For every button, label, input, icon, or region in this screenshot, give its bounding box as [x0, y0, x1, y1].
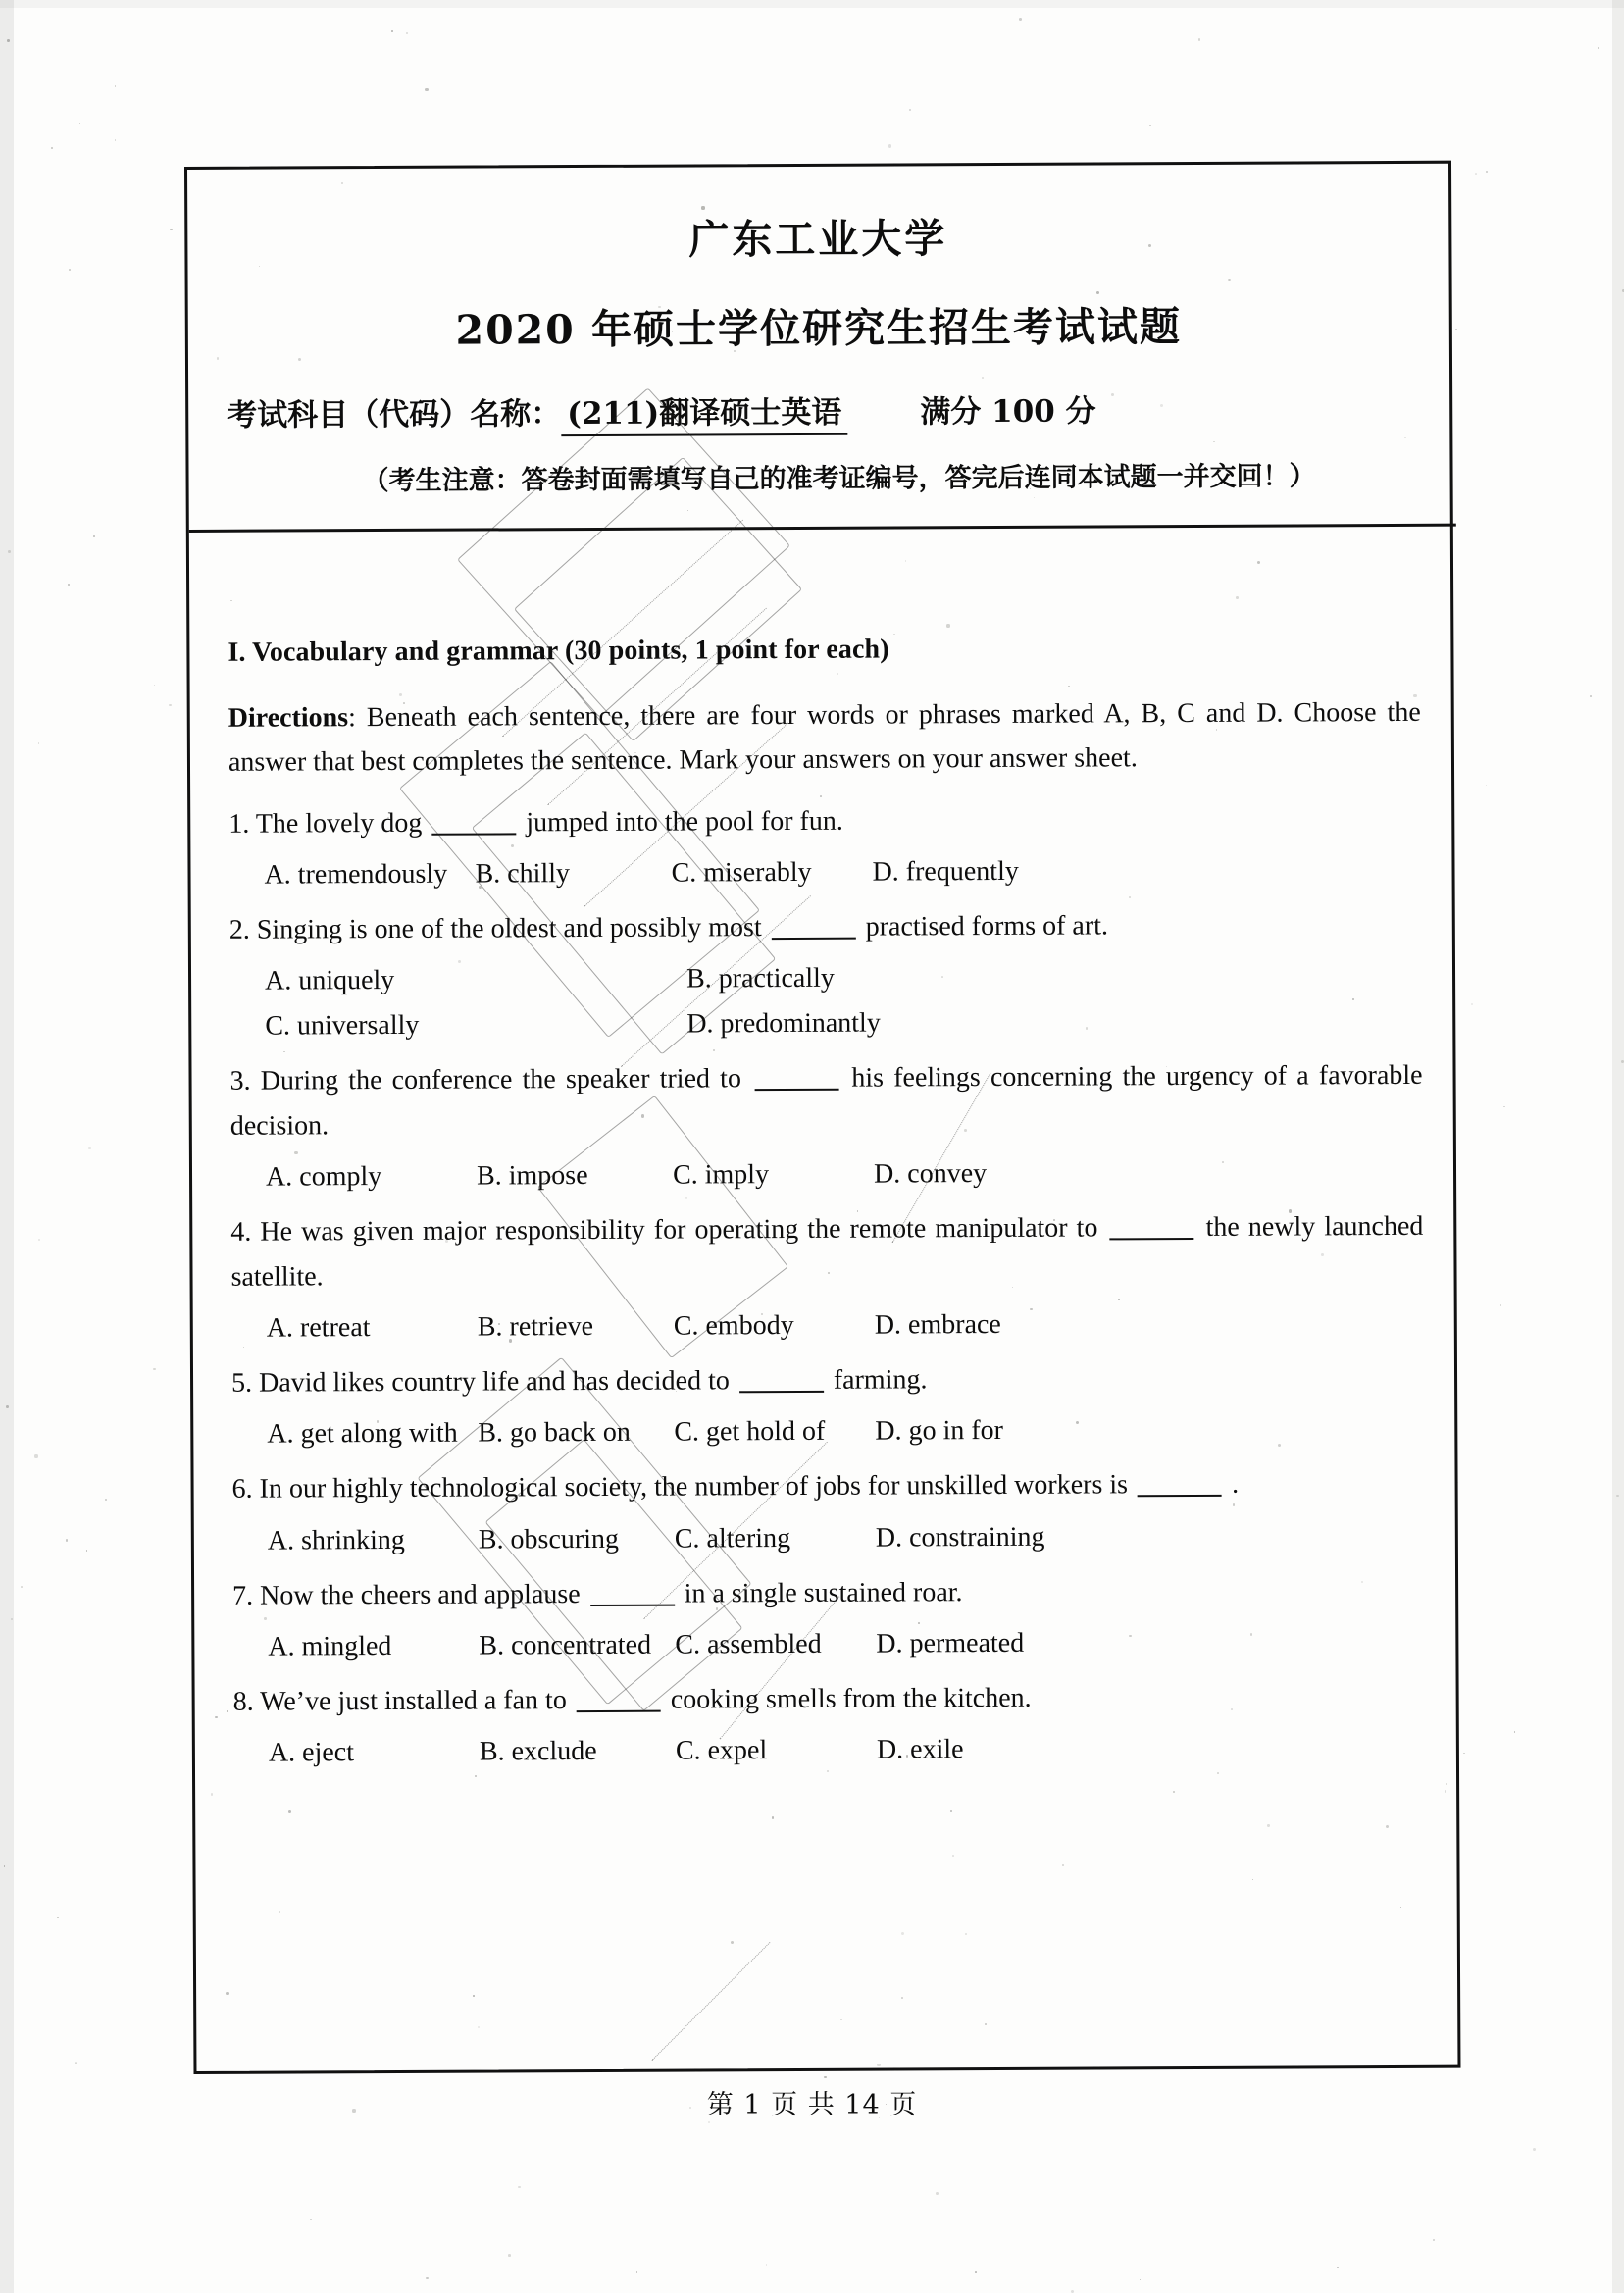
- question-item: [230, 1204, 1424, 1345]
- question-item: [229, 902, 1423, 1043]
- question-stem: [229, 1053, 1422, 1148]
- option-choice[interactable]: D. embrace: [874, 1308, 1001, 1341]
- option-choice[interactable]: A. shrinking: [267, 1524, 405, 1556]
- option-choice[interactable]: C. imply: [672, 1159, 770, 1191]
- question-item: [228, 796, 1421, 892]
- answer-blank: [431, 813, 516, 835]
- option-choice[interactable]: C. get hold of: [674, 1416, 826, 1448]
- stem-text-before-blank: We’ve just installed a fan to: [260, 1685, 567, 1717]
- question-list: [228, 796, 1426, 1770]
- question-number: 1.: [228, 808, 250, 840]
- stem-text-before-blank: The lovely dog: [255, 807, 423, 840]
- option-choice[interactable]: D. frequently: [872, 855, 1019, 888]
- question-number: 6.: [231, 1473, 253, 1505]
- answer-blank: [754, 1069, 838, 1091]
- option-row: [265, 960, 1422, 997]
- question-item: [232, 1567, 1425, 1662]
- option-choice[interactable]: A. retreat: [266, 1311, 371, 1344]
- option-choice[interactable]: C. universally: [265, 1010, 420, 1043]
- stem-text-after-blank: practised forms of art.: [865, 910, 1109, 943]
- stem-text-after-blank: cooking smells from the kitchen.: [670, 1682, 1032, 1715]
- directions-text: : Beneath each sentence, there are four words or phrases marked A, B, C and D. Choose the answer that best completes the sentence. Mark your answers on your answer sheet.: [228, 696, 1421, 779]
- stem-text-before-blank: In our highly technological society, the number of jobs for unskilled workers is: [259, 1469, 1129, 1504]
- question-number: 3.: [229, 1066, 251, 1097]
- stem-text-before-blank: During the conference the speaker tried to: [260, 1063, 742, 1097]
- stem-text-after-blank: .: [1231, 1468, 1240, 1501]
- answer-blank: [577, 1691, 661, 1712]
- stem-text-before-blank: Singing is one of the oldest and possibly most: [256, 912, 762, 945]
- question-stem: [230, 1204, 1423, 1299]
- answer-blank: [1138, 1475, 1222, 1497]
- exam-body: [184, 161, 1459, 1770]
- question-stem: [229, 902, 1422, 952]
- option-group: [232, 1626, 1425, 1663]
- option-choice[interactable]: A. tremendously: [264, 858, 448, 891]
- exam-title: 2020 年硕士学位研究生招生考试试题: [455, 303, 1183, 354]
- answer-blank: [739, 1371, 824, 1393]
- option-choice[interactable]: B. obscuring: [478, 1523, 620, 1555]
- option-choice[interactable]: A. eject: [268, 1737, 355, 1768]
- option-group: [233, 1732, 1426, 1769]
- option-choice[interactable]: A. comply: [265, 1161, 382, 1193]
- option-choice[interactable]: B. go back on: [478, 1417, 631, 1449]
- option-choice[interactable]: B. exclude: [479, 1736, 597, 1767]
- option-choice[interactable]: C. expel: [675, 1735, 768, 1766]
- option-choice[interactable]: A. uniquely: [264, 965, 395, 997]
- question-stem: [233, 1674, 1426, 1724]
- stem-text-before-blank: He was given major responsibility for operating the remote manipulator to: [260, 1212, 1098, 1248]
- option-choice[interactable]: C. altering: [674, 1522, 791, 1554]
- question-item: [229, 1053, 1423, 1194]
- question-stem: [231, 1461, 1424, 1511]
- stem-text-before-blank: Now the cheers and applause: [260, 1578, 581, 1611]
- option-choice[interactable]: D. go in for: [875, 1415, 1004, 1447]
- question-stem: [232, 1567, 1425, 1617]
- option-choice[interactable]: B. retrieve: [477, 1310, 594, 1343]
- option-group: [232, 1519, 1425, 1556]
- answer-blank: [772, 918, 856, 940]
- option-choice[interactable]: D. convey: [873, 1158, 988, 1190]
- option-choice[interactable]: D. exile: [876, 1734, 964, 1765]
- option-choice[interactable]: D. predominantly: [686, 1007, 881, 1040]
- question-number: 5.: [230, 1367, 253, 1399]
- option-choice[interactable]: A. mingled: [268, 1630, 392, 1662]
- page-footer: 第 1 页 共 14 页: [706, 2090, 918, 2120]
- question-number: 8.: [232, 1686, 254, 1717]
- subject-label: 考试科目（代码）名称：: [227, 396, 562, 433]
- university-name: 广东工业大学: [688, 215, 948, 264]
- answer-blank: [1109, 1218, 1193, 1240]
- option-row: [265, 1005, 1422, 1043]
- question-number: 2.: [228, 914, 250, 945]
- full-score: 满分 100 分: [920, 393, 1096, 431]
- candidate-notice: （考生注意：答卷封面需填写自己的准考证编号，答完后连同本试题一并交回！）: [362, 461, 1316, 497]
- question-item: [231, 1355, 1424, 1451]
- option-choice[interactable]: B. concentrated: [479, 1629, 652, 1661]
- option-choice[interactable]: C. assembled: [675, 1628, 822, 1660]
- directions-paragraph: [228, 690, 1421, 786]
- stem-text-after-blank: the newly launched satellite.: [230, 1210, 1424, 1293]
- option-group: [231, 1307, 1424, 1345]
- option-choice[interactable]: C. miserably: [671, 856, 812, 889]
- stem-text-before-blank: David likes country life and has decided to: [258, 1365, 730, 1399]
- stem-text-after-blank: jumped into the pool for fun.: [526, 805, 843, 839]
- option-choice[interactable]: B. impose: [476, 1160, 588, 1192]
- option-group: [230, 1156, 1423, 1194]
- stem-text-after-blank: his feelings concerning the urgency of a favorable decision.: [229, 1060, 1423, 1142]
- option-choice[interactable]: A. get along with: [267, 1417, 458, 1450]
- section-title: I. Vocabulary and grammar (30 points, 1 point for each): [228, 634, 889, 668]
- option-choice[interactable]: B. chilly: [475, 858, 571, 890]
- option-group: [229, 960, 1422, 1043]
- question-item: [231, 1461, 1424, 1556]
- question-stem: [231, 1355, 1424, 1405]
- question-number: 7.: [232, 1580, 254, 1611]
- question-number: 4.: [230, 1216, 252, 1248]
- stem-text-after-blank: in a single sustained roar.: [684, 1576, 963, 1609]
- option-choice[interactable]: D. constraining: [875, 1521, 1045, 1554]
- subject-code-name: (211)翻译硕士英语: [561, 387, 847, 436]
- option-choice[interactable]: D. permeated: [876, 1627, 1025, 1659]
- question-item: [233, 1674, 1426, 1769]
- answer-blank: [590, 1584, 675, 1605]
- stem-text-after-blank: farming.: [833, 1364, 928, 1396]
- question-stem: [228, 796, 1421, 846]
- option-group: [231, 1413, 1424, 1451]
- option-choice[interactable]: C. embody: [673, 1309, 794, 1342]
- option-group: [228, 854, 1421, 892]
- directions-label: Directions: [228, 702, 349, 734]
- option-choice[interactable]: B. practically: [685, 963, 835, 994]
